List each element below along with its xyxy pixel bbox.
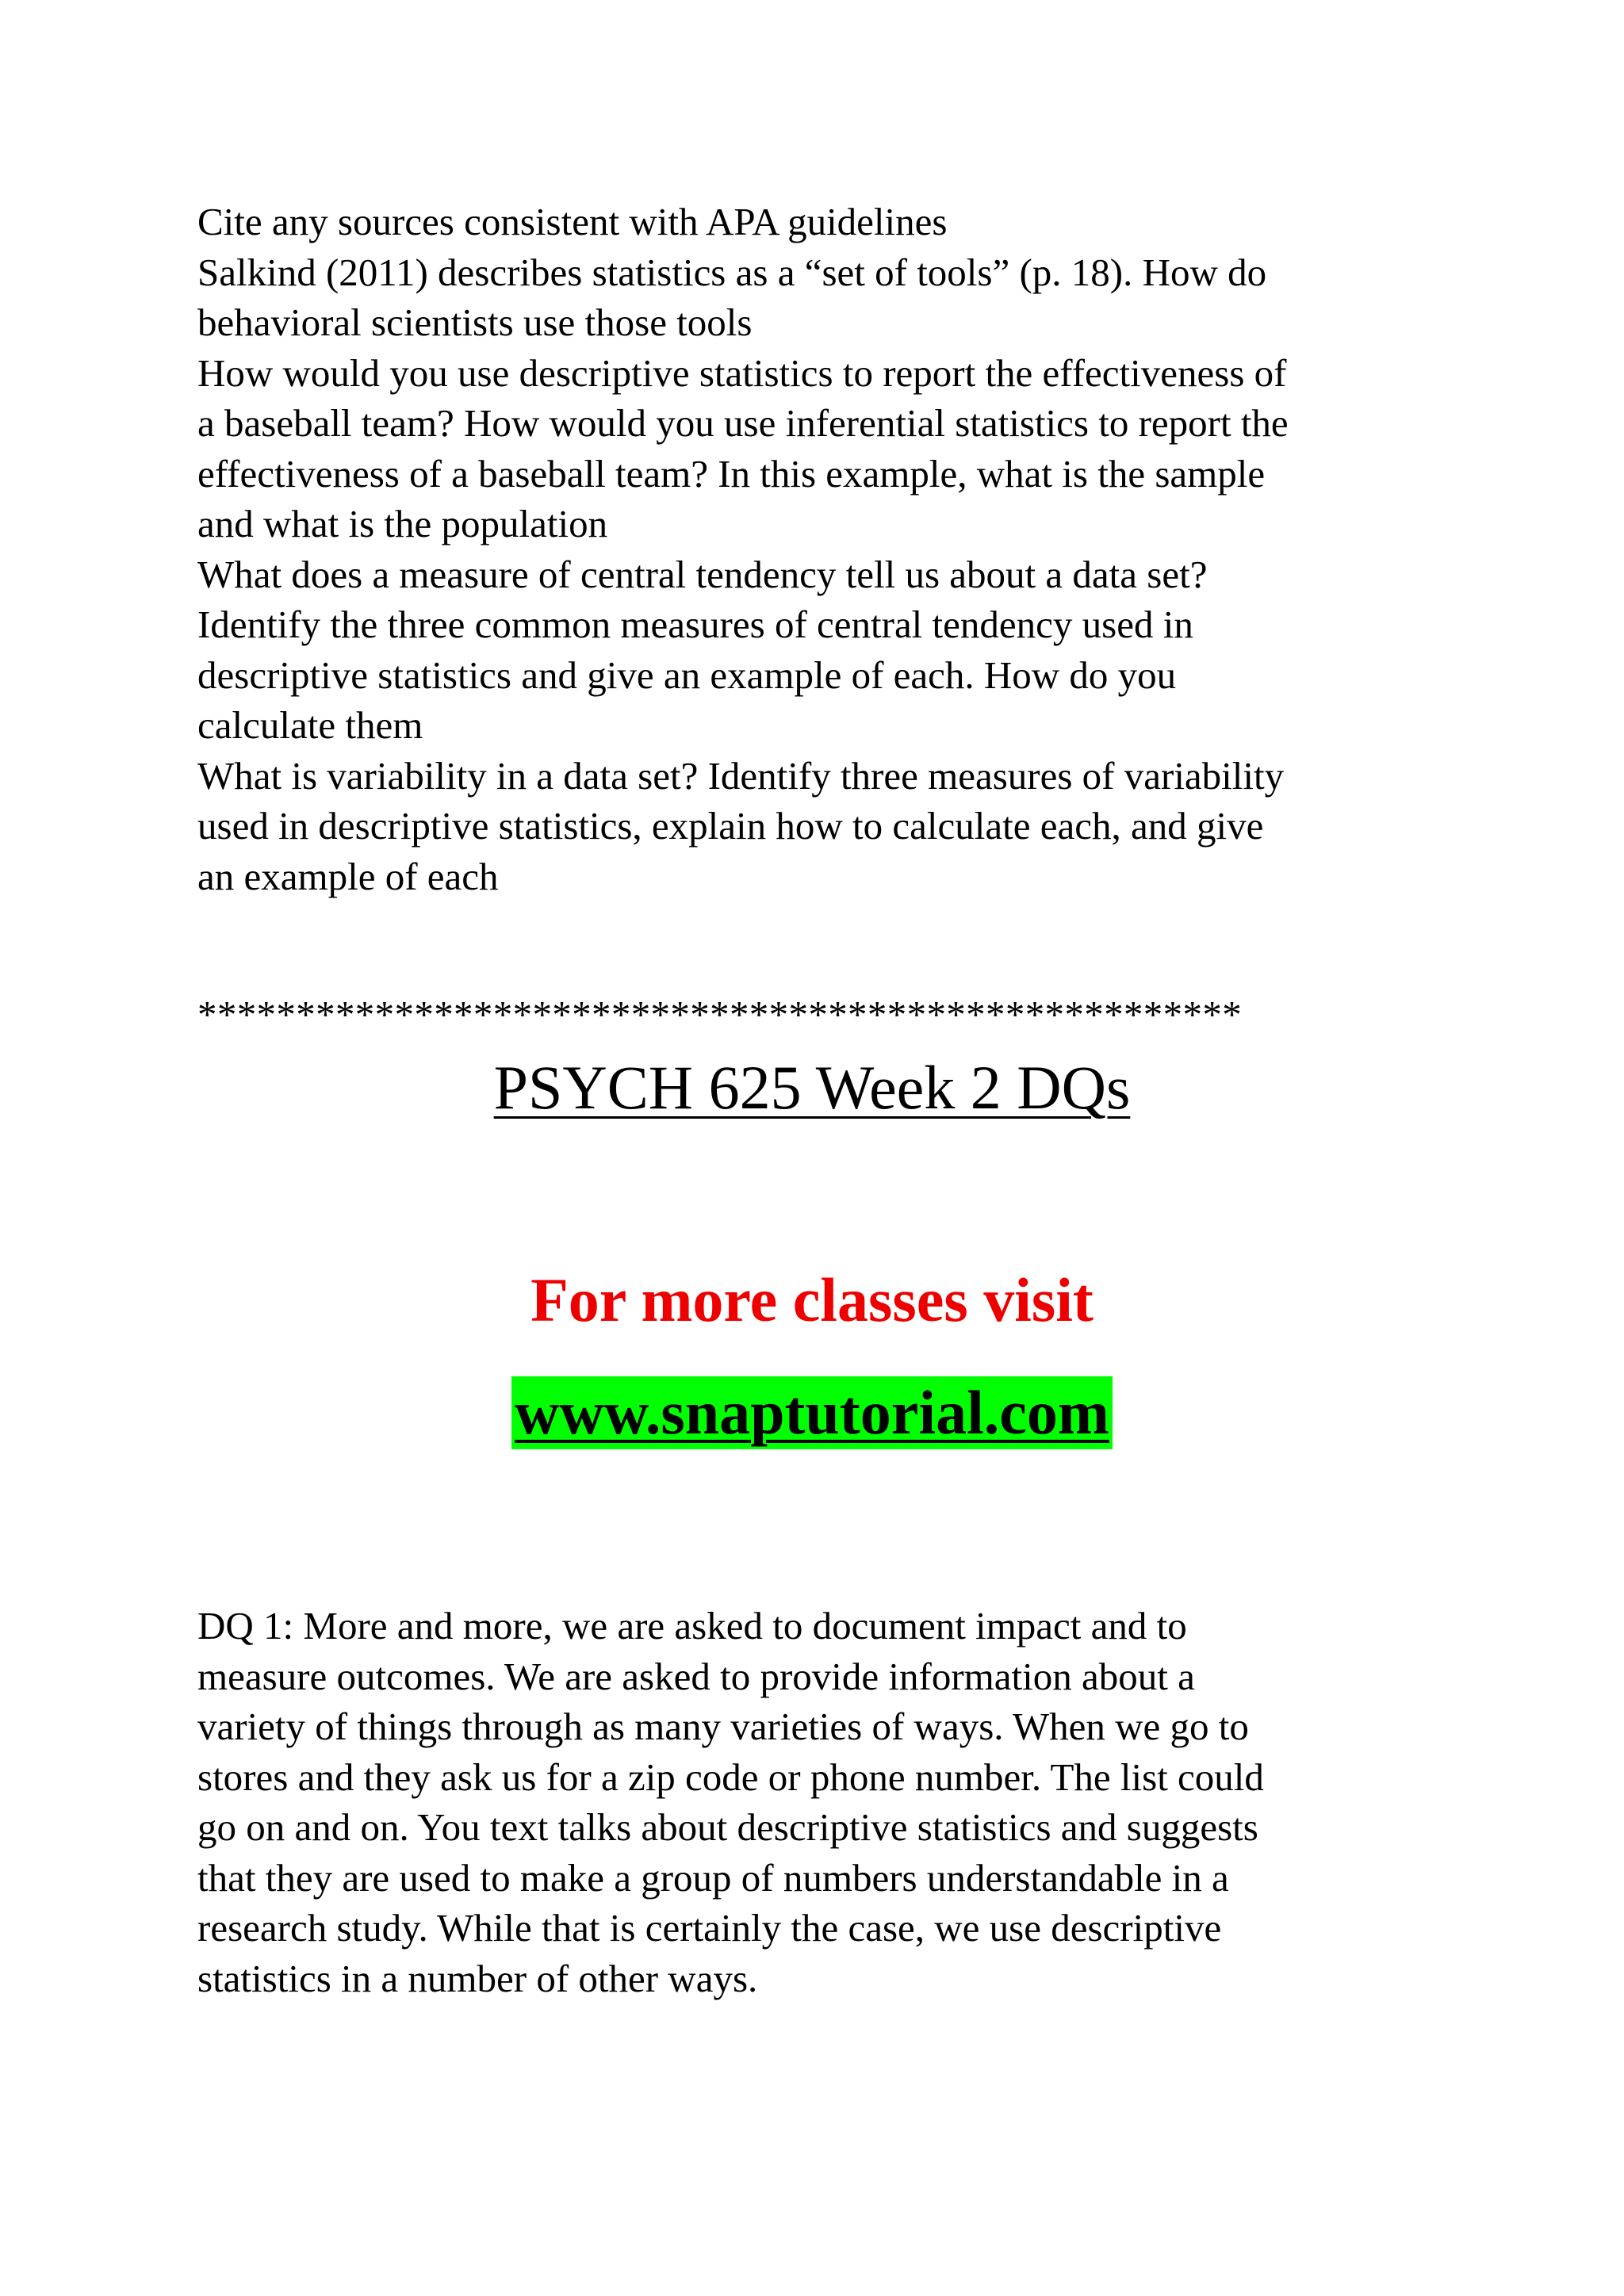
text-line: behavioral scientists use those tools — [197, 300, 753, 344]
website-link[interactable]: www.snaptutorial.com — [511, 1376, 1113, 1449]
text-line: used in descriptive statistics, explain how to calculate each, and give — [197, 804, 1264, 848]
text-line: that they are used to make a group of numbers understandable in a — [197, 1855, 1229, 1900]
text-line: DQ 1: More and more, we are asked to document impact and to — [197, 1604, 1187, 1647]
text-line: calculate them — [197, 703, 423, 747]
text-line: What is variability in a data set? Identify three measures of variability — [197, 753, 1285, 798]
promo-link-wrapper — [0, 1376, 1624, 1468]
text-line: an example of each — [197, 854, 499, 898]
text-line: Salkind (2011) describes statistics as a “set of tools” (p. 18). How do — [197, 250, 1267, 294]
text-line: a baseball team? How would you use inferential statistics to report the — [197, 401, 1289, 445]
text-line: research study. While that is certainly the case, we use descriptive — [197, 1906, 1222, 1950]
text-line: Cite any sources consistent with APA guidelines — [197, 200, 948, 243]
page-title: PSYCH 625 Week 2 DQs — [493, 1053, 1131, 1122]
text-line: measure outcomes. We are asked to provide information about a — [197, 1654, 1195, 1698]
text-line: and what is the population — [197, 502, 608, 545]
text-line: statistics in a number of other ways. — [197, 1956, 758, 2000]
promo-text: For more classes visit — [530, 1265, 1094, 1334]
text-line: descriptive statistics and give an example of each. How do you — [197, 652, 1177, 697]
text-line: How would you use descriptive statistics to report the effectiveness of — [197, 350, 1287, 395]
text-line: stores and they ask us for a zip code or phone number. The list could — [197, 1755, 1264, 1799]
intro-questions — [197, 197, 1466, 901]
text-line: go on and on. You text talks about descriptive statistics and suggests — [197, 1805, 1258, 1849]
text-line: What does a measure of central tendency tell us about a data set? — [197, 552, 1208, 596]
text-line: effectiveness of a baseball team? In this example, what is the sample — [197, 451, 1266, 496]
text-line: Identify the three common measures of central tendency used in — [197, 603, 1193, 646]
asterisk-separator: ***************************************************** — [197, 993, 1243, 1036]
text-line: variety of things through as many varieties of ways. When we go to — [197, 1705, 1249, 1748]
dq1-paragraph — [197, 1601, 1466, 2003]
